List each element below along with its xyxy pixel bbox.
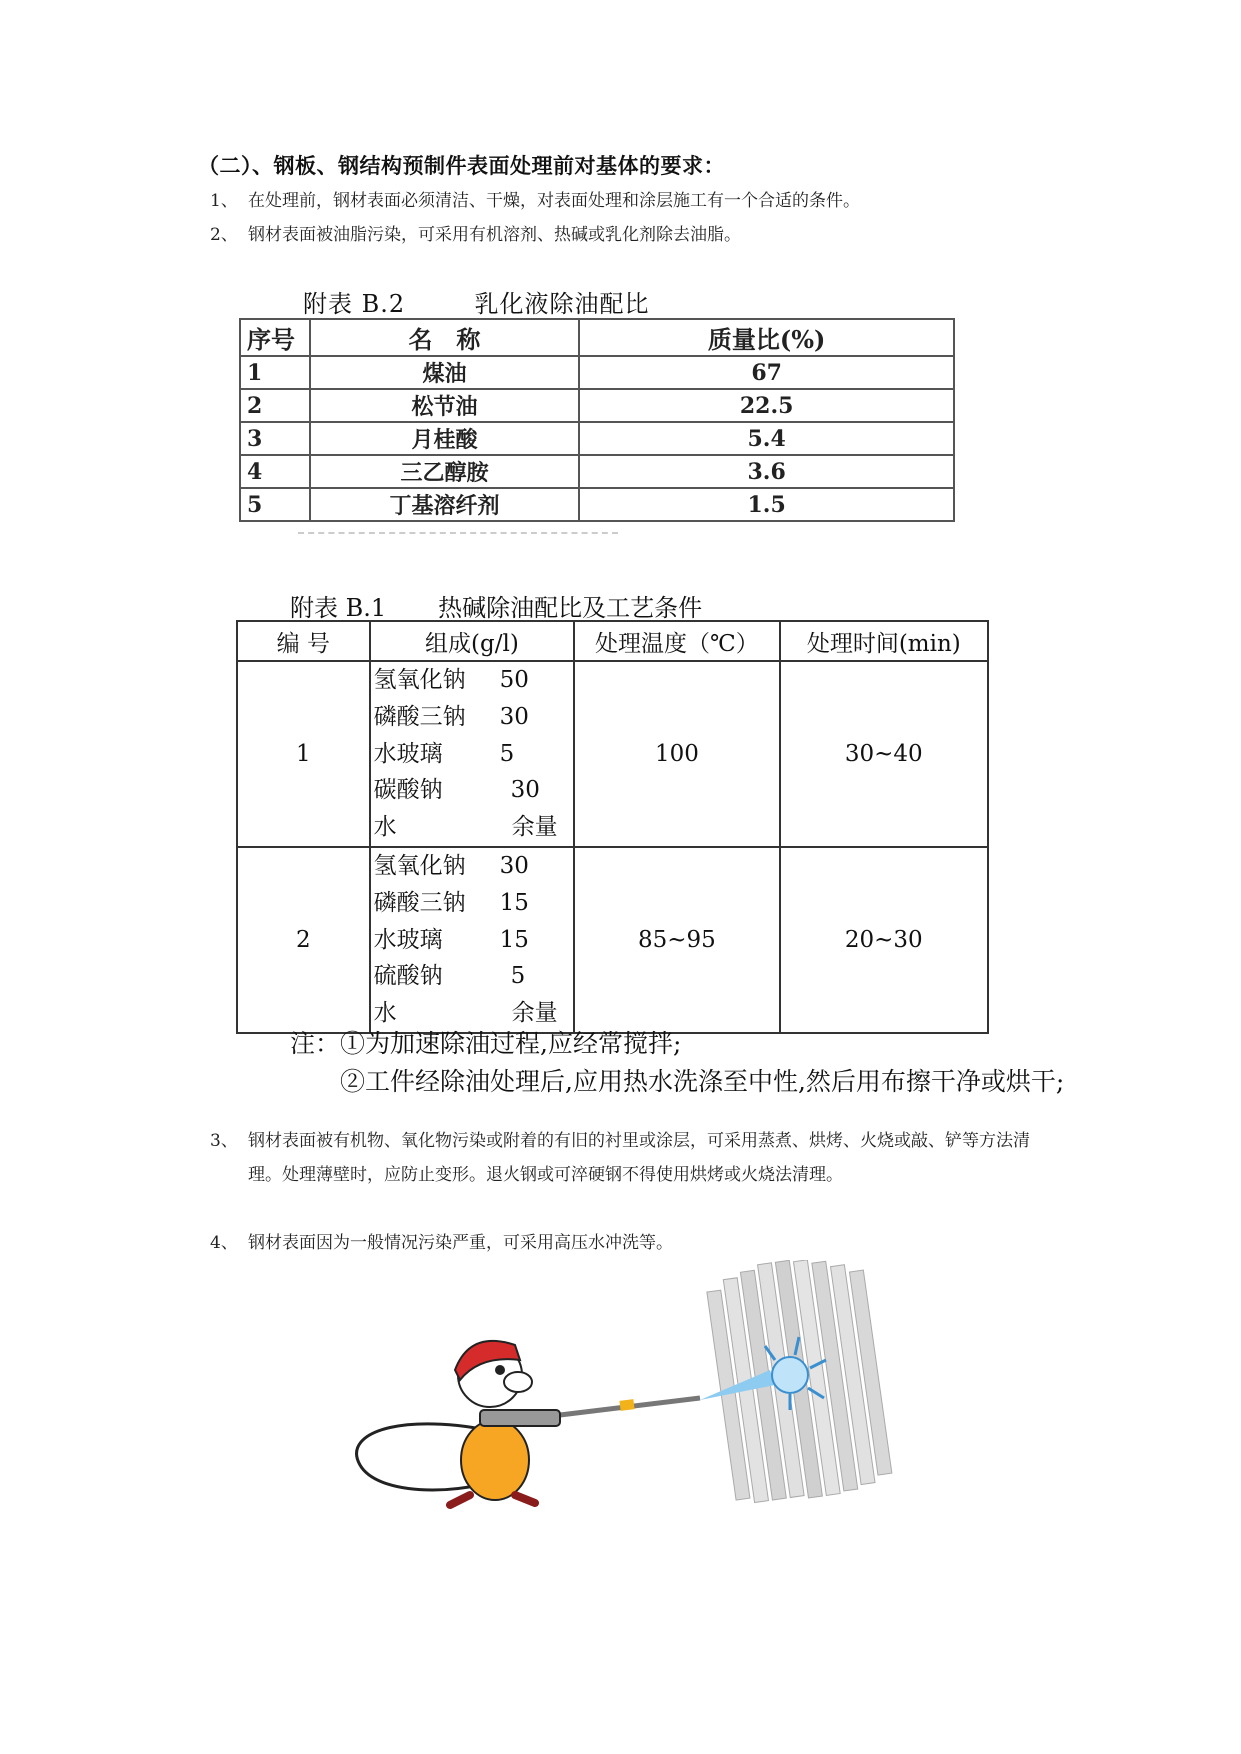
component-amount: 余量 [511, 1000, 558, 1027]
component-name: 水玻璃 [373, 740, 443, 767]
table-b2-caption [303, 284, 649, 319]
component-line [374, 699, 574, 736]
component-amount: 15 [499, 889, 529, 916]
item-text: 在处理前，钢材表面必须清洁、干燥，对表面处理和涂层施工有一个合适的条件。 [248, 191, 860, 211]
table-cell: 1 [237, 661, 370, 847]
component-name: 水 [373, 1000, 397, 1027]
item-text: 钢材表面被油脂污染，可采用有机溶剂、热碱或乳化剂除去油脂。 [248, 225, 741, 245]
component-name: 碳酸钠 [373, 777, 443, 804]
component-amount: 5 [499, 740, 515, 767]
item-number: 3、 [210, 1131, 238, 1151]
item-number: 2、 [210, 225, 238, 245]
table-header-cell: 处理时间(min) [780, 621, 988, 661]
table-cell: 85~95 [574, 847, 779, 1033]
table-cell: 4 [240, 455, 310, 488]
table-row [240, 455, 954, 488]
table-note: 注：①为加速除油过程,应经常搅拌; [290, 1029, 682, 1058]
table-b2 [239, 318, 955, 522]
table-cell: 三乙醇胺 [310, 455, 580, 488]
cartoon-worker [450, 1341, 560, 1505]
table-cell: 30~40 [780, 661, 988, 847]
table-note: ②工件经除油处理后,应用热水洗涤至中性,然后用布擦干净或烘干; [340, 1067, 1065, 1096]
component-line [374, 662, 574, 699]
table-cell: 3 [240, 422, 310, 455]
composition-cell [370, 847, 575, 1033]
section-heading: （二）、钢板、钢结构预制件表面处理前对基体的要求： [198, 153, 725, 178]
table-cell: 5.4 [579, 422, 954, 455]
component-line [374, 736, 574, 773]
table-cell: 松节油 [310, 389, 580, 422]
component-line [374, 958, 574, 995]
table-cell: 22.5 [579, 389, 954, 422]
table-row [240, 389, 954, 422]
list-item [210, 1124, 1060, 1226]
item-text: 钢材表面被有机物、氧化物污染或附着的有旧的衬里或涂层，可采用蒸煮、烘烤、火烧或敲、铲等方法清理。处理薄壁时，应防止变形。退火钢或可淬硬钢不得使用烘烤或火烧法清理。 [248, 1131, 1030, 1185]
table-row [237, 847, 988, 1033]
component-line [374, 922, 574, 959]
component-amount: 30 [510, 777, 540, 804]
table-header-cell: 编 号 [237, 621, 370, 661]
table-header-row [237, 621, 988, 661]
pressure-washer-illustration [320, 1260, 940, 1510]
component-amount: 30 [499, 852, 529, 879]
table-b1-caption-title: 热碱除油配比及工艺条件 [438, 594, 703, 622]
table-b1 [236, 620, 989, 1034]
table-row [240, 488, 954, 521]
cropped-note-remnant [298, 532, 618, 542]
table-cell: 月桂酸 [310, 422, 580, 455]
composition-cell [370, 661, 575, 847]
table-row [237, 661, 988, 847]
table-row [240, 422, 954, 455]
item-number: 4、 [210, 1233, 238, 1253]
table-b2-caption-title: 乳化液除油配比 [474, 290, 650, 318]
item-number: 1、 [210, 191, 238, 211]
item-text: 钢材表面因为一般情况污染严重，可采用高压水冲洗等。 [248, 1233, 673, 1253]
table-header-row [240, 319, 954, 356]
spray-gun [480, 1410, 560, 1426]
table-row [240, 356, 954, 389]
table-header-cell: 序号 [240, 319, 310, 356]
table-b2-caption-id: 附表 B.2 [303, 290, 406, 318]
table-cell: 丁基溶纤剂 [310, 488, 580, 521]
component-line [374, 809, 574, 846]
lance-coupling [619, 1399, 634, 1411]
list-item [210, 218, 1110, 252]
table-b1-caption [290, 588, 702, 623]
component-name: 磷酸三钠 [373, 889, 466, 916]
table-cell: 煤油 [310, 356, 580, 389]
table-header-cell: 组成(g/l) [370, 621, 575, 661]
table-cell: 3.6 [579, 455, 954, 488]
table-cell: 1.5 [579, 488, 954, 521]
table-cell: 67 [579, 356, 954, 389]
table-cell: 100 [574, 661, 779, 847]
component-amount: 50 [499, 667, 529, 693]
table-cell: 20~30 [780, 847, 988, 1033]
component-name: 硫酸钠 [373, 963, 443, 990]
table-header-cell: 处理温度（℃） [574, 621, 779, 661]
table-cell: 5 [240, 488, 310, 521]
list-item [210, 1226, 1110, 1260]
component-name: 水 [373, 814, 397, 841]
table-cell: 2 [237, 847, 370, 1033]
list-item [210, 184, 1110, 218]
table-header-cell: 名 称 [310, 319, 580, 356]
component-line [374, 848, 574, 885]
component-line [374, 885, 574, 922]
table-header-cell: 质量比(%) [579, 319, 954, 356]
table-cell: 1 [240, 356, 310, 389]
component-name: 磷酸三钠 [373, 703, 466, 730]
component-amount: 30 [499, 703, 529, 730]
component-name: 氢氧化钠 [373, 667, 466, 693]
table-cell: 2 [240, 389, 310, 422]
component-name: 水玻璃 [373, 926, 443, 953]
component-amount: 5 [510, 963, 526, 990]
table-b1-caption-id: 附表 B.1 [290, 594, 387, 622]
component-name: 氢氧化钠 [373, 852, 466, 879]
component-amount: 余量 [511, 814, 558, 841]
component-line [374, 772, 574, 809]
component-amount: 15 [499, 926, 529, 953]
